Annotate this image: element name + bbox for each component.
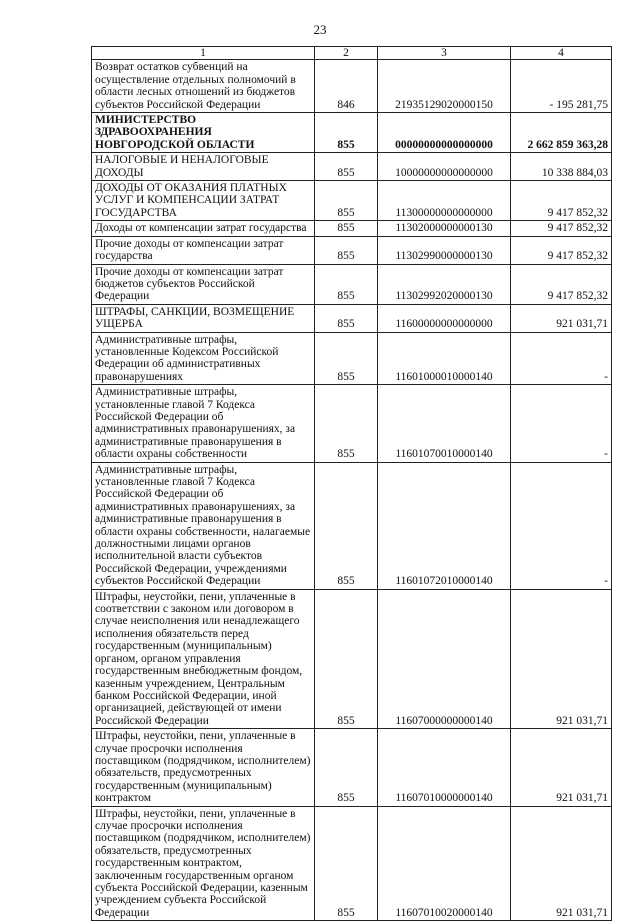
table-row — [92, 332, 612, 385]
row-name: Штрафы, неустойки, пени, уплаченные в соответствии с законом или договором в случае неисполнения или ненадлежащего исполнения обязательств перед государственным (муниципальным) органом, органом управления государственным внебюджетным фондом, казенным учреждением, Центральным банком Российской Федерации, иной организацией, действующей от имени Российской Федерации — [92, 589, 315, 728]
row-amount: 921 031,71 — [511, 729, 612, 806]
row-amount: - — [511, 385, 612, 462]
row-budget-code: 11607010020000140 — [378, 806, 511, 921]
header-col-4: 4 — [511, 47, 612, 60]
row-amount: 2 662 859 363,28 — [511, 113, 612, 153]
row-name: Возврат остатков субвенций на осуществление отдельных полномочий в области лесных отношений из бюджетов субъектов Российской Федерации — [92, 60, 315, 113]
row-name: Административные штрафы, установленные главой 7 Кодекса Российской Федерации об административных правонарушениях, за административные правонарушения в области охраны собственности, налагаемые должностными лицами органов исполнительной власти субъектов Российской Федерации, учреждениями субъектов Российской Федерации — [92, 462, 315, 589]
row-name: Доходы от компенсации затрат государства — [92, 221, 315, 236]
row-name: МИНИСТЕРСТВО ЗДРАВООХРАНЕНИЯ НОВГОРОДСКОЙ ОБЛАСТИ — [92, 113, 315, 153]
row-admin-code: 855 — [315, 236, 378, 264]
row-budget-code: 11600000000000000 — [378, 304, 511, 332]
row-admin-code: 855 — [315, 221, 378, 236]
row-admin-code: 855 — [315, 462, 378, 589]
row-admin-code: 855 — [315, 181, 378, 221]
row-amount: 10 338 884,03 — [511, 153, 612, 181]
row-amount: - — [511, 332, 612, 385]
row-name: Административные штрафы, установленные Кодексом Российской Федерации об административных правонарушениях — [92, 332, 315, 385]
table-row — [92, 589, 612, 728]
row-amount: - 195 281,75 — [511, 60, 612, 113]
row-admin-code: 855 — [315, 304, 378, 332]
row-amount: 921 031,71 — [511, 806, 612, 921]
row-budget-code: 11607010000000140 — [378, 729, 511, 806]
row-admin-code: 855 — [315, 729, 378, 806]
row-budget-code: 11302000000000130 — [378, 221, 511, 236]
row-budget-code: 11302992020000130 — [378, 264, 511, 304]
page-number: 23 — [313, 22, 327, 37]
row-admin-code: 846 — [315, 60, 378, 113]
table-row — [92, 60, 612, 113]
table-row — [92, 153, 612, 181]
row-name: Штрафы, неустойки, пени, уплаченные в случае просрочки исполнения поставщиком (подрядчиком, исполнителем) обязательств, предусмотренных государственным контрактом, заключенным государственным органом субъекта Российской Федерации, казенным учреждением субъекта Российской Федерации — [92, 806, 315, 921]
row-budget-code: 10000000000000000 — [378, 153, 511, 181]
table-row — [92, 806, 612, 921]
row-name: ДОХОДЫ ОТ ОКАЗАНИЯ ПЛАТНЫХ УСЛУГ И КОМПЕНСАЦИИ ЗАТРАТ ГОСУДАРСТВА — [92, 181, 315, 221]
row-name: Прочие доходы от компенсации затрат государства — [92, 236, 315, 264]
row-name: Штрафы, неустойки, пени, уплаченные в случае просрочки исполнения поставщиком (подрядчиком, исполнителем) обязательств, предусмотренных государственным (муниципальным) контрактом — [92, 729, 315, 806]
row-budget-code: 11601072010000140 — [378, 462, 511, 589]
row-budget-code: 11601070010000140 — [378, 385, 511, 462]
table-header-row — [92, 47, 612, 60]
row-budget-code: 21935129020000150 — [378, 60, 511, 113]
row-admin-code: 855 — [315, 806, 378, 921]
row-amount: 921 031,71 — [511, 304, 612, 332]
row-budget-code: 11607000000000140 — [378, 589, 511, 728]
table-row — [92, 236, 612, 264]
table-row — [92, 264, 612, 304]
table-row — [92, 729, 612, 806]
row-amount: 9 417 852,32 — [511, 181, 612, 221]
row-admin-code: 855 — [315, 153, 378, 181]
row-budget-code: 00000000000000000 — [378, 113, 511, 153]
row-budget-code: 11601000010000140 — [378, 332, 511, 385]
row-amount: 9 417 852,32 — [511, 221, 612, 236]
header-col-3: 3 — [378, 47, 511, 60]
row-name: Административные штрафы, установленные главой 7 Кодекса Российской Федерации об административных правонарушениях, за административные правонарушения в области охраны собственности — [92, 385, 315, 462]
row-amount: 9 417 852,32 — [511, 236, 612, 264]
row-name: НАЛОГОВЫЕ И НЕНАЛОГОВЫЕ ДОХОДЫ — [92, 153, 315, 181]
row-amount: - — [511, 462, 612, 589]
row-admin-code: 855 — [315, 113, 378, 153]
row-admin-code: 855 — [315, 332, 378, 385]
row-budget-code: 11302990000000130 — [378, 236, 511, 264]
row-name: Прочие доходы от компенсации затрат бюджетов субъектов Российской Федерации — [92, 264, 315, 304]
table-row — [92, 385, 612, 462]
row-admin-code: 855 — [315, 589, 378, 728]
row-amount: 921 031,71 — [511, 589, 612, 728]
row-amount: 9 417 852,32 — [511, 264, 612, 304]
table-row — [92, 462, 612, 589]
header-col-2: 2 — [315, 47, 378, 60]
budget-table — [91, 46, 612, 921]
table-row — [92, 221, 612, 236]
table-row — [92, 181, 612, 221]
table-row — [92, 304, 612, 332]
table-row — [92, 113, 612, 153]
header-col-1: 1 — [92, 47, 315, 60]
row-name: ШТРАФЫ, САНКЦИИ, ВОЗМЕЩЕНИЕ УЩЕРБА — [92, 304, 315, 332]
row-admin-code: 855 — [315, 264, 378, 304]
row-budget-code: 11300000000000000 — [378, 181, 511, 221]
row-admin-code: 855 — [315, 385, 378, 462]
